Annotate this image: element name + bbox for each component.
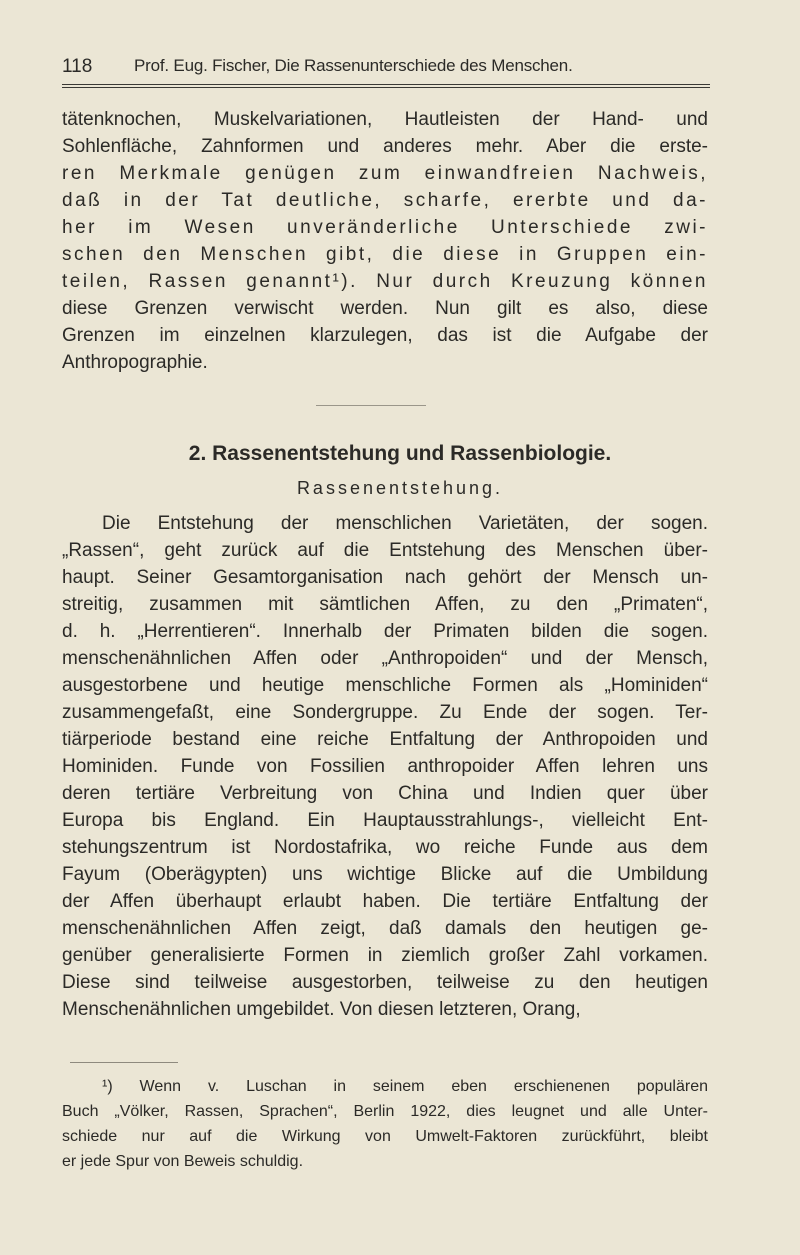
- text-line: schiede nur auf die Wirkung von Umwelt-Faktoren zurückführt, bleibt: [62, 1128, 708, 1145]
- section-separator: [316, 405, 426, 406]
- text-line: Europa bis England. Ein Hauptausstrahlungs-, vielleicht Ent-: [62, 810, 708, 831]
- paragraph-1: [62, 106, 708, 376]
- text-line: menschenähnlichen Affen oder „Anthropoiden“ und der Mensch,: [62, 648, 708, 669]
- text-line: d. h. „Herrentieren“. Innerhalb der Primaten bilden die sogen.: [62, 621, 708, 642]
- text-line: her im Wesen unveränderliche Unterschiede zwi-: [62, 217, 708, 238]
- text-line: streitig, zusammen mit sämtlichen Affen, zu den „Primaten“,: [62, 594, 708, 615]
- text-line: ausgestorbene und heutige menschliche Formen als „Hominiden“: [62, 675, 708, 696]
- text-line: Hominiden. Funde von Fossilien anthropoider Affen lehren uns: [62, 756, 708, 777]
- text-line: Menschenähnlichen umgebildet. Von diesen letzteren, Orang,: [62, 999, 581, 1020]
- text-line: Grenzen im einzelnen klarzulegen, das ist die Aufgabe der: [62, 325, 708, 346]
- text-line: ¹) Wenn v. Luschan in seinem eben erschienenen populären: [102, 1078, 708, 1095]
- header-rule: [62, 87, 710, 88]
- text-line: tiärperiode bestand eine reiche Entfaltung der Anthropoiden und: [62, 729, 708, 750]
- subsection-heading: Rassenentstehung.: [296, 478, 504, 498]
- text-line: Sohlenfläche, Zahnformen und anderes mehr. Aber die erste-: [62, 136, 708, 157]
- running-title: Prof. Eug. Fischer, Die Rassenunterschiede des Menschen.: [134, 56, 573, 75]
- header-rule: [62, 84, 710, 85]
- text-line: deren tertiäre Verbreitung von China und Indien quer über: [62, 783, 708, 804]
- text-line: schen den Menschen gibt, die diese in Gruppen ein-: [62, 244, 708, 265]
- page-number: 118: [62, 56, 93, 77]
- text-line: haupt. Seiner Gesamtorganisation nach gehört der Mensch un-: [62, 567, 708, 588]
- text-line: tätenknochen, Muskelvariationen, Hautleisten der Hand- und: [62, 109, 708, 130]
- text-line: Fayum (Oberägypten) uns wichtige Blicke auf die Umbildung: [62, 864, 708, 885]
- text-line: zusammengefaßt, eine Sondergruppe. Zu Ende der sogen. Ter-: [62, 702, 708, 723]
- text-line: er jede Spur von Beweis schuldig.: [62, 1153, 304, 1170]
- text-line: daß in der Tat deutliche, scharfe, ererbte und da-: [62, 190, 708, 211]
- text-line: genüber generalisierte Formen in ziemlich großer Zahl vorkamen.: [62, 945, 708, 966]
- text-line: menschenähnlichen Affen zeigt, daß damals den heutigen ge-: [62, 918, 708, 939]
- text-line: stehungszentrum ist Nordostafrika, wo reiche Funde aus dem: [62, 837, 708, 858]
- text-line: Die Entstehung der menschlichen Varietäten, der sogen.: [102, 513, 708, 534]
- section-heading: 2. Rassenentstehung und Rassenbiologie.: [188, 442, 612, 465]
- text-line: Diese sind teilweise ausgestorben, teilweise zu den heutigen: [62, 972, 708, 993]
- footnote: [62, 1074, 708, 1174]
- text-line: Buch „Völker, Rassen, Sprachen“, Berlin 1922, dies leugnet und alle Unter-: [62, 1103, 708, 1120]
- text-line: der Affen überhaupt erlaubt haben. Die tertiäre Entfaltung der: [62, 891, 708, 912]
- text-line: teilen, Rassen genannt¹). Nur durch Kreuzung können: [62, 271, 708, 292]
- text-line: ren Merkmale genügen zum einwandfreien Nachweis,: [62, 163, 708, 184]
- footnote-rule: [70, 1062, 178, 1063]
- running-header: [62, 52, 710, 82]
- text-line: diese Grenzen verwischt werden. Nun gilt es also, diese: [62, 298, 708, 319]
- text-line: Anthropographie.: [62, 352, 208, 373]
- paragraph-2: [62, 510, 708, 1023]
- text-line: „Rassen“, geht zurück auf die Entstehung des Menschen über-: [62, 540, 708, 561]
